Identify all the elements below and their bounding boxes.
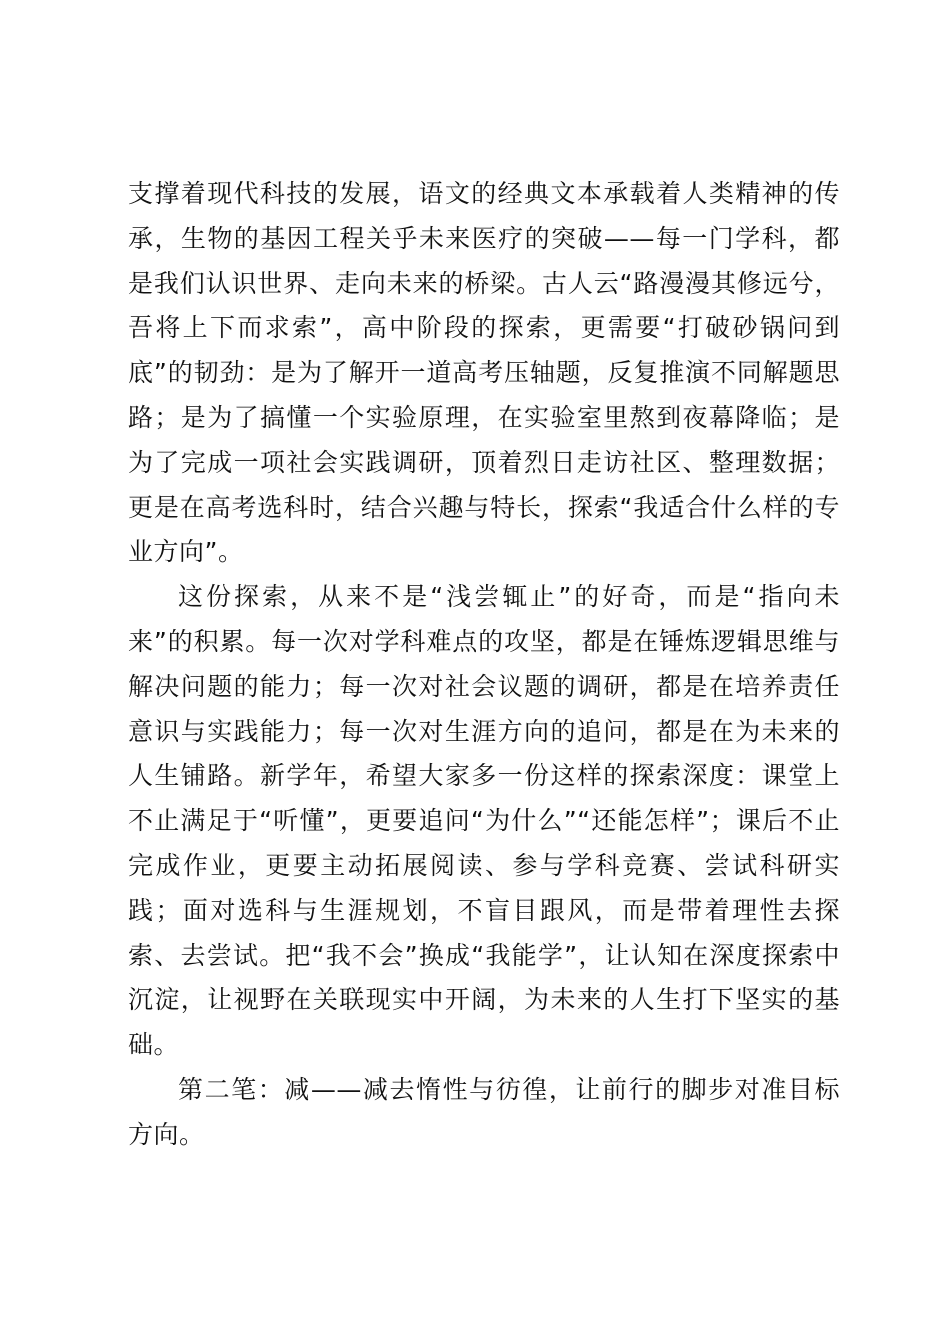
paragraph-second-stroke: 第二笔：减——减去惰性与彷徨，让前行的脚步对准目标方向。 [128,1074,840,1149]
paragraph-continued: 支撑着现代科技的发展，语文的经典文本承载着人类精神的传承，生物的基因工程关乎未来医疗的突破——每一门学科，都是我们认识世界、走向未来的桥梁。古人云“路漫漫其修远兮，吾将上下而求索”，高中阶段的探索，更需要“打破砂锅问到底”的韧劲：是为了解开一道高考压轴题，反复推演不同解题思路；是为了搞懂一个实验原理，在实验室里熬到夜幕降临；是为了完成一项社会实践调研，顶着烈日走访社区、整理数据；更是在高考选科时，结合兴趣与特长，探索“我适合什么样的专业方向”。 [128,179,840,567]
body-text [128,172,840,1158]
paragraph-exploration: 这份探索，从来不是“浅尝辄止”的好奇，而是“指向未来”的积累。每一次对学科难点的攻坚，都是在锤炼逻辑思维与解决问题的能力；每一次对社会议题的调研，都是在培养责任意识与实践能力；每一次对生涯方向的追问，都是在为未来的人生铺路。新学年，希望大家多一份这样的探索深度：课堂上不止满足于“听懂”，更要追问“为什么”“还能怎样”；课后不止完成作业，更要主动拓展阅读、参与学科竞赛、尝试科研实践；面对选科与生涯规划，不盲目跟风，而是带着理性去探索、去尝试。把“我不会”换成“我能学”，让认知在深度探索中沉淀，让视野在关联现实中开阔，为未来的人生打下坚实的基础。 [128,582,840,1060]
